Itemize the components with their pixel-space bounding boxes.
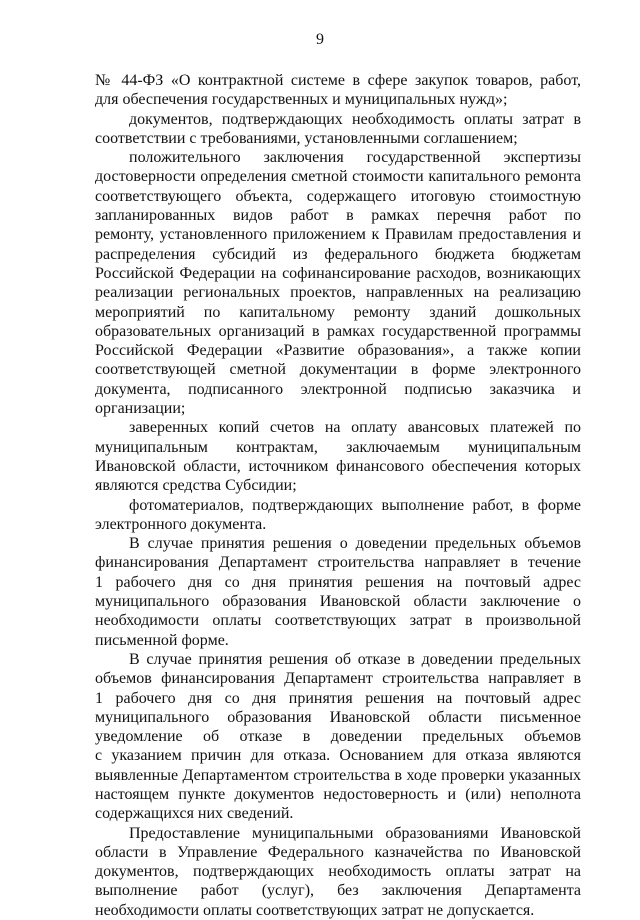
text-line: необходимости оплаты соответствующих затрат не допускается. xyxy=(95,901,535,919)
text-line: Российской Федерации на софинансирование расходов, возникающих xyxy=(95,264,581,282)
text-line: В случае принятия решения о доведении предельных объемов xyxy=(129,535,581,553)
text-line: выполнение работ (услуг), без заключения Департамента xyxy=(95,882,581,900)
text-line: объемов финансирования Департамент строительства направляет в xyxy=(95,670,581,688)
text-line: 1 рабочего дня со дня принятия решения на почтовый адрес xyxy=(95,689,581,707)
text-line: электронного документа. xyxy=(95,515,267,533)
text-line: соответствующей сметной документации в форме электронного xyxy=(95,361,581,379)
text-line: для обеспечения государственных и муниципальных нужд»; xyxy=(95,91,508,109)
text-line: образовательных организаций в рамках государственной программы xyxy=(95,322,581,340)
text-line: распределения субсидий из федерального бюджета бюджетам xyxy=(95,245,581,263)
text-line: соответствующего объекта, содержащего итоговую стоимостную xyxy=(95,187,581,205)
paragraph xyxy=(95,496,581,535)
text-line: запланированных видов работ в рамках перечня работ по xyxy=(95,207,581,225)
paragraph xyxy=(95,650,581,824)
text-line: документа, подписанного электронной подписью заказчика и xyxy=(95,380,581,398)
text-line: содержащихся них сведений. xyxy=(95,805,294,823)
text-line: настоящем пункте документов недостоверность и (или) неполнота xyxy=(95,785,581,803)
text-line: муниципальным контрактам, заключаемым муниципальным xyxy=(95,438,581,456)
text-line: В случае принятия решения об отказе в доведении предельных xyxy=(129,650,581,668)
page-number: 9 xyxy=(316,31,324,48)
paragraph xyxy=(95,71,581,110)
paragraph xyxy=(95,534,581,650)
text-line: Российской Федерации «Развитие образования», а также копии xyxy=(95,342,581,360)
text-line: документов, подтверждающих необходимость оплаты затрат в xyxy=(129,110,581,128)
text-line: положительного заключения государственной экспертизы xyxy=(129,149,581,167)
text-line: мероприятий по капитальному ремонту зданий дошкольных xyxy=(95,303,581,321)
text-line: уведомление об отказе в доведении предельных объемов xyxy=(95,728,581,746)
text-line: выявленные Департаментом строительства в ходе проверки указанных xyxy=(95,766,581,784)
paragraph xyxy=(95,824,581,920)
text-line: финансирования Департамент строительства направляет в течение xyxy=(95,554,581,572)
text-line: достоверности определения сметной стоимости капитального ремонта xyxy=(95,168,581,186)
text-line: организации; xyxy=(95,400,186,418)
text-line: № 44-ФЗ «О контрактной системе в сфере закупок товаров, работ, xyxy=(95,72,581,89)
text-line: фотоматериалов, подтверждающих выполнение работ, в форме xyxy=(129,496,581,514)
paragraph xyxy=(95,148,581,418)
text-line: Предоставление муниципальными образованиями Ивановской xyxy=(129,824,581,842)
text-line: реализации региональных проектов, направленных на реализацию xyxy=(95,284,581,302)
text-line: заверенных копий счетов на оплату авансовых платежей по xyxy=(129,419,581,437)
text-line: Ивановской области, источником финансового обеспечения которых xyxy=(95,457,581,475)
text-line: письменной форме. xyxy=(95,631,229,649)
text-line: документов, подтверждающих необходимость оплаты затрат на xyxy=(95,863,581,881)
paragraph xyxy=(95,418,581,495)
text-line: 1 рабочего дня со дня принятия решения на почтовый адрес xyxy=(95,573,581,591)
paragraph xyxy=(95,110,581,149)
text-line: ремонту, установленного приложением к Правилам предоставления и xyxy=(95,226,581,244)
text-line: являются средства Субсидии; xyxy=(95,477,297,495)
text-line: с указанием причин для отказа. Основанием для отказа являются xyxy=(95,747,581,765)
text-line: муниципального образования Ивановской области заключение о xyxy=(95,593,581,611)
text-line: муниципального образования Ивановской области письменное xyxy=(95,708,581,726)
text-line: соответствии с требованиями, установленными соглашением; xyxy=(95,129,518,147)
document-body xyxy=(95,71,581,920)
text-line: области в Управление Федерального казначейства по Ивановской xyxy=(95,843,581,861)
text-line: необходимости оплаты соответствующих затрат в произвольной xyxy=(95,612,581,630)
